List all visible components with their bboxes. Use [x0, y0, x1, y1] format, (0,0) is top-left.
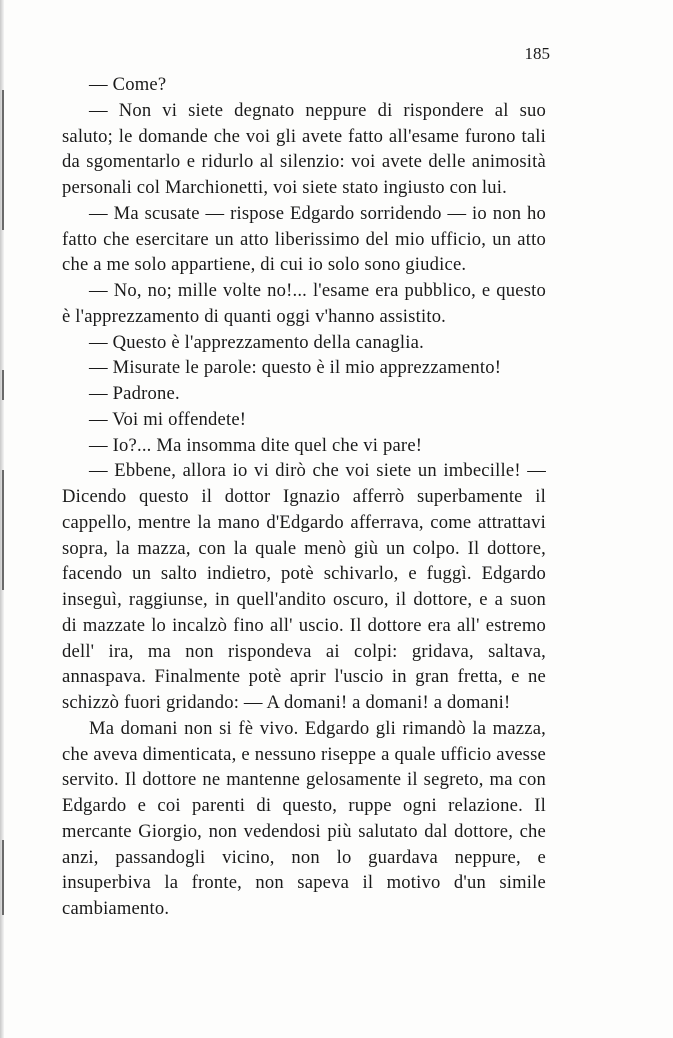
- paragraph: — No, no; mille volte no!... l'esame era pubblico, e questo è l'apprezzamento di quanti oggi v'hanno assistito.: [62, 280, 546, 327]
- paragraph: — Misurate le parole: questo è il mio apprezzamento!: [89, 357, 502, 379]
- paragraph: — Io?... Ma insomma dite quel che vi pare!: [89, 434, 423, 456]
- paragraph: — Non vi siete degnato neppure di rispondere al suo saluto; le domande che voi gli avete fatto all'esame furono tali da sgomentarlo e ridurlo al silenzio: voi avete delle animosità personali col Marchionetti, voi siete stato ingiusto con lui.: [62, 99, 546, 198]
- paragraph: Ma domani non si fè vivo. Edgardo gli rimandò la mazza, che aveva dimenticata, e nessuno riseppe a quale ufficio avesse servito. Il dottore ne mantenne gelosamente il segreto, ma con Edgardo e coi parenti di questo, ruppe ogni relazione. Il mercante Giorgio, non vedendosi più salutato dal dottore, che anzi, passandogli vicino, non lo guardava neppure, e insuperbiva la fronte, non sapeva il motivo d'un simile cambiamento.: [62, 717, 546, 919]
- paragraph: — Questo è l'apprezzamento della canaglia.: [89, 331, 424, 353]
- body-text: [62, 72, 546, 922]
- paragraph: — Ebbene, allora io vi dirò che voi siete un imbecille! — Dicendo questo il dottor Ignazio afferrò superbamente il cappello, mentre la mano d'Edgardo afferrava, come attrattavi sopra, la mazza, con la quale menò giù un colpo. Il dottore, facendo un salto indietro, potè schivarlo, e fuggì. Edgardo inseguì, raggiunse, in quell'andito oscuro, il dottore, e a suon di mazzate lo incalzò fino all' uscio. Il dottore era all' estremo dell' ira, ma non rispondeva ai colpi: gridava, saltava, annaspava. Finalmente potè aprir l'uscio in gran fretta, e ne schizzò fuori gridando: — A domani! a domani! a domani!: [62, 460, 546, 713]
- edge-mark: [2, 470, 4, 590]
- page-number: 185: [524, 44, 550, 63]
- edge-mark: [2, 370, 4, 400]
- edge-mark: [2, 840, 4, 915]
- paragraph: — Come?: [89, 74, 167, 95]
- paragraph: — Voi mi offendete!: [89, 408, 247, 430]
- paragraph: — Ma scusate — rispose Edgardo sorridendo — io non ho fatto che esercitare un atto liberissimo del mio ufficio, un atto che a me solo appartiene, di cui io solo sono giudice.: [62, 202, 546, 276]
- edge-mark: [2, 90, 4, 230]
- paragraph: — Padrone.: [89, 383, 180, 404]
